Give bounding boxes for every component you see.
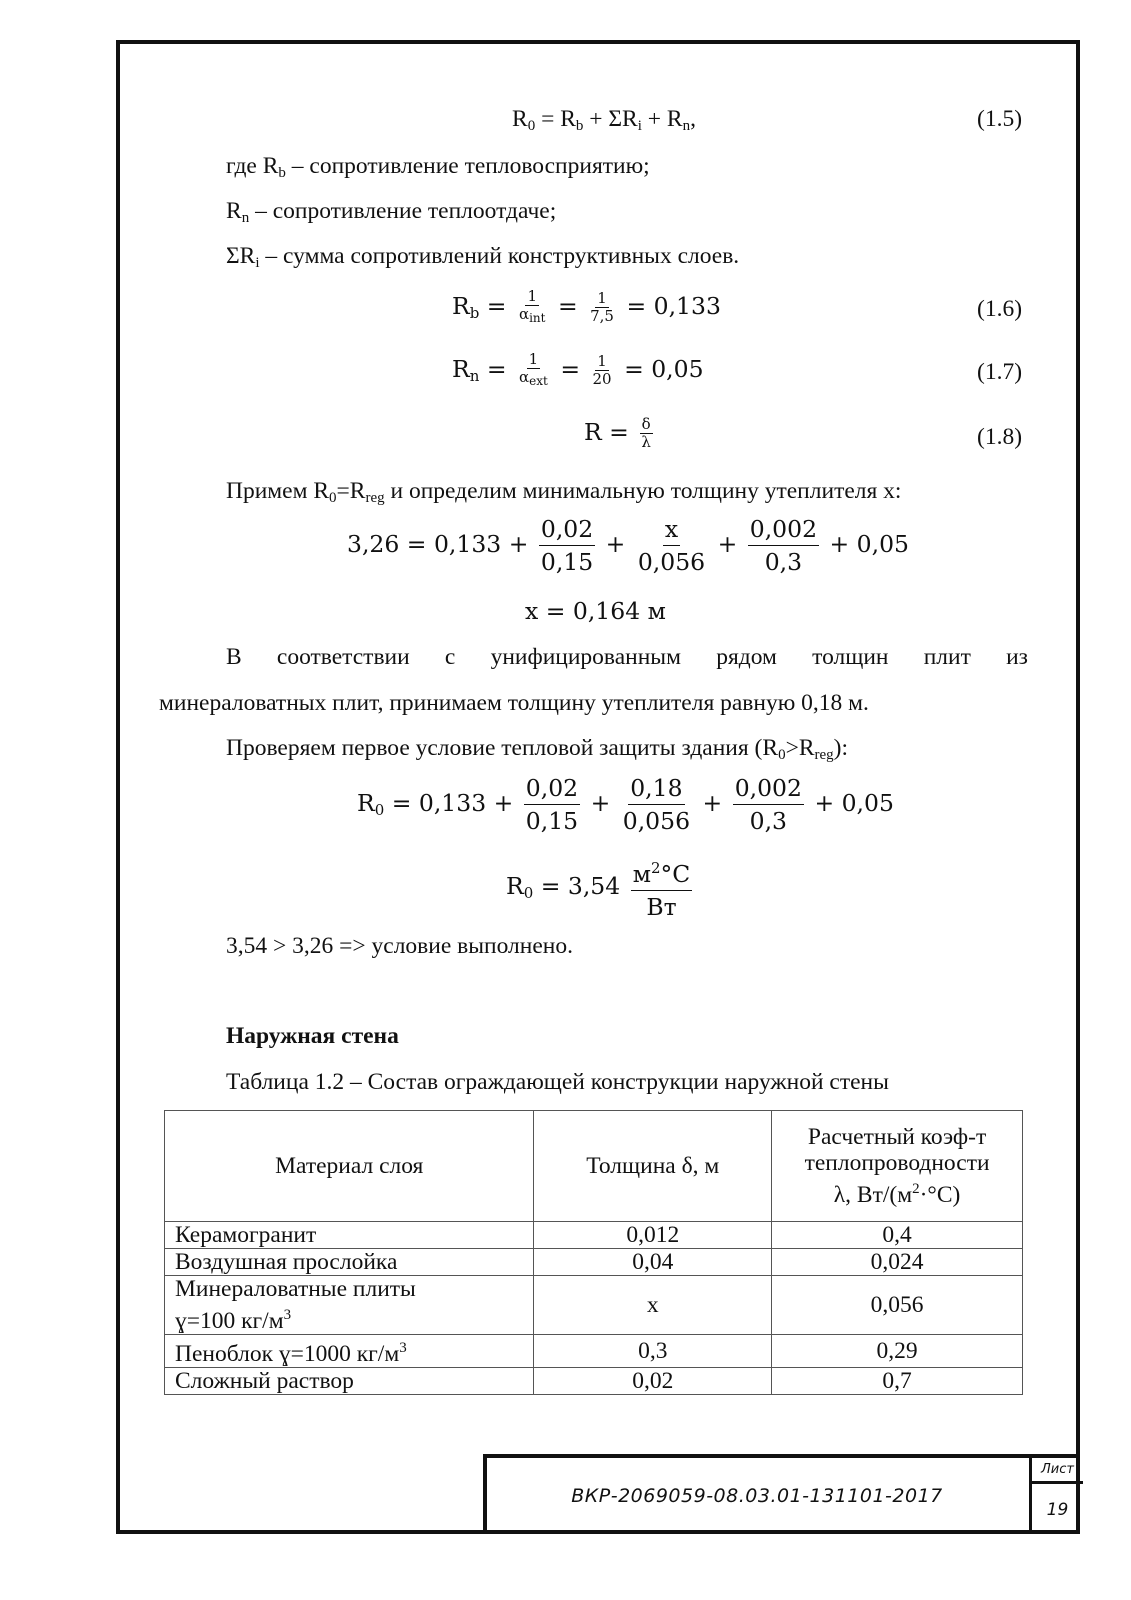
numerator: 0,18: [628, 772, 684, 805]
formula-1-6: [452, 288, 721, 327]
text: =R: [336, 478, 366, 504]
cell-conductivity: 0,4: [772, 1222, 1023, 1249]
fraction: [631, 852, 693, 923]
denominator: 0,3: [764, 548, 803, 576]
subscript: b: [469, 304, 480, 322]
word: В: [226, 644, 242, 670]
formula-text: °C: [660, 859, 691, 888]
formula-text: =: [552, 355, 588, 383]
denominator: 0,15: [540, 548, 594, 576]
subscript: n: [241, 210, 250, 226]
check-line: [226, 734, 848, 769]
cell-thickness: x: [534, 1276, 772, 1335]
numerator: δ: [641, 415, 651, 433]
numerator: 1: [597, 289, 607, 307]
numerator: 1: [528, 350, 539, 368]
header-thickness: Толщина δ, м: [534, 1111, 772, 1222]
subscript: ext: [529, 374, 548, 388]
cell-material: Сложный раствор: [165, 1367, 534, 1394]
cell-conductivity: 0,024: [772, 1249, 1023, 1276]
numerator: 0,02: [539, 513, 595, 546]
formula-text: = 0,05: [616, 355, 704, 383]
header-conductivity: [772, 1111, 1023, 1222]
denominator: 0,056: [637, 548, 706, 576]
fraction: [517, 351, 550, 390]
subscript: 0: [374, 801, 385, 819]
denominator: 0,15: [525, 807, 579, 835]
cell-thickness: 0,012: [534, 1222, 772, 1249]
word: из: [1006, 644, 1028, 670]
sheet-box: [1029, 1458, 1083, 1534]
cell-material: Керамогранит: [165, 1222, 534, 1249]
text: Примем R: [226, 478, 330, 504]
formula-text: + R: [641, 106, 683, 132]
fraction: [636, 513, 707, 578]
subscript: 0: [527, 118, 536, 134]
text: ):: [833, 735, 849, 761]
word: плит: [923, 644, 971, 670]
formula-text: +: [583, 789, 618, 817]
table-header-row: [165, 1111, 1023, 1222]
subscript: i: [637, 118, 642, 134]
title-block: [483, 1454, 1080, 1534]
cell-thickness: 0,04: [534, 1249, 772, 1276]
table-row: [165, 1334, 1023, 1367]
subscript: n: [682, 118, 691, 134]
header-material: Материал слоя: [165, 1111, 534, 1222]
definition-ri: [226, 242, 739, 277]
formula-text: R: [357, 789, 375, 817]
formula-text: R =: [584, 418, 637, 446]
formula-text: α: [518, 305, 530, 323]
formula-text: м: [632, 859, 651, 888]
fraction: [517, 288, 548, 327]
cell-text: Минераловатные плиты: [175, 1276, 416, 1302]
cell-material: [165, 1276, 534, 1335]
formula-text: = 0,133 +: [384, 789, 521, 817]
table-row: [165, 1367, 1023, 1394]
subscript: 0: [523, 883, 534, 902]
numerator: 0,02: [524, 772, 580, 805]
formula-text: = 0,133: [618, 292, 721, 320]
formula-text: +: [695, 789, 730, 817]
denominator: Вт: [646, 892, 677, 921]
subscript: 0: [329, 490, 337, 506]
equation-number: (1.7): [977, 359, 1023, 385]
numerator: 1: [597, 352, 607, 370]
fraction: [588, 290, 616, 325]
fraction: [748, 513, 819, 578]
formula-1-8: [584, 416, 656, 451]
formula-text: R: [512, 106, 528, 132]
materials-table: [164, 1110, 1023, 1395]
formula-text: +: [598, 530, 633, 558]
text: Проверяем первое условие тепловой защиты здания (R: [226, 735, 779, 761]
numerator: 0,002: [748, 513, 819, 546]
formula-text: + 0,05: [822, 530, 910, 558]
word: с: [444, 644, 456, 670]
text: >R: [785, 735, 815, 761]
cell-conductivity: 0,056: [772, 1276, 1023, 1335]
formula-text: =: [550, 292, 586, 320]
definition-rb: [226, 152, 650, 187]
formula-text: = R: [535, 106, 576, 132]
sheet-number: 19: [1046, 1500, 1069, 1520]
formula-text: = 3,54: [533, 871, 628, 900]
formula-text: 3,26 = 0,133 +: [347, 530, 536, 558]
word: толщин: [812, 644, 889, 670]
formula-text: =: [479, 292, 514, 320]
accept-line: [226, 477, 901, 512]
formula-text: α: [519, 368, 530, 386]
denominator: 20: [592, 370, 612, 388]
fraction: [621, 772, 692, 837]
text: – сумма сопротивлений конструктивных слоев.: [259, 243, 740, 269]
cell-thickness: 0,3: [534, 1334, 772, 1367]
formula-text: R: [452, 355, 470, 383]
calculation-equation: [347, 513, 909, 578]
header-text: λ, Вт/(м: [833, 1181, 913, 1208]
numerator: x: [663, 513, 680, 546]
sheet-label: Лист: [1032, 1458, 1083, 1484]
superscript: 3: [399, 1339, 407, 1356]
fraction: [591, 353, 614, 388]
header-text: Расчетный коэф-т: [807, 1124, 987, 1151]
header-text: ·°С): [919, 1181, 961, 1208]
paragraph-line: [226, 644, 1028, 671]
cell-material: [165, 1334, 534, 1367]
denominator: 0,056: [622, 807, 691, 835]
formula-text: R: [506, 871, 524, 900]
formula-text: R: [452, 292, 470, 320]
calculation-result: [506, 852, 695, 923]
equation-number: (1.6): [977, 296, 1023, 322]
table-row: [165, 1222, 1023, 1249]
equation-number: (1.8): [977, 424, 1023, 450]
paragraph-line: минераловатных плит, принимаем толщину утеплителя равную 0,18 м.: [159, 690, 869, 716]
numerator: 0,002: [733, 772, 804, 805]
subscript: b: [278, 165, 286, 181]
numerator: 1: [527, 287, 537, 305]
word: соответствии: [276, 644, 410, 670]
formula-1-7: [452, 351, 704, 390]
fraction: [524, 772, 580, 837]
denominator: [517, 306, 548, 327]
subscript: reg: [365, 490, 385, 506]
header-text: теплопроводности: [804, 1150, 990, 1177]
subscript: 0: [778, 747, 786, 763]
text: где R: [226, 153, 279, 179]
cell-conductivity: 0,7: [772, 1367, 1023, 1394]
cell-text: Пеноблок ɣ=1000 кг/м: [175, 1340, 400, 1367]
definition-rn: [226, 197, 556, 232]
denominator: 7,5: [590, 307, 614, 325]
formula-text: +: [710, 530, 745, 558]
table-row: [165, 1249, 1023, 1276]
fraction: [733, 772, 804, 837]
subscript: i: [255, 255, 260, 271]
text: ΣR: [226, 243, 256, 269]
cell-material: Воздушная прослойка: [165, 1249, 534, 1276]
table-caption: Таблица 1.2 – Состав ограждающей конструкции наружной стены: [226, 1069, 889, 1095]
subscript: reg: [814, 747, 834, 763]
denominator: 0,3: [749, 807, 788, 835]
denominator: [517, 369, 550, 390]
word: унифицированным: [490, 644, 681, 670]
fraction: [639, 416, 653, 451]
subscript: int: [529, 311, 546, 325]
cell-thickness: 0,02: [534, 1367, 772, 1394]
calculation-equation: [357, 772, 894, 837]
cell-conductivity: 0,29: [772, 1334, 1023, 1367]
superscript: 2: [912, 1181, 920, 1198]
equation-number: (1.5): [977, 106, 1023, 132]
table-row: [165, 1276, 1023, 1335]
word: рядом: [716, 644, 777, 670]
formula-text: ,: [690, 106, 696, 132]
conclusion: 3,54 > 3,26 => условие выполнено.: [226, 933, 573, 959]
superscript: 2: [650, 859, 661, 877]
subscript: b: [575, 118, 584, 134]
numerator: [631, 852, 693, 891]
formula-text: + 0,05: [806, 789, 894, 817]
text: – сопротивление тепловосприятию;: [285, 153, 650, 179]
cell-text: ɣ=100 кг/м: [175, 1307, 284, 1334]
text: и определим минимальную толщину утеплителя x:: [384, 478, 902, 504]
section-heading: Наружная стена: [226, 1023, 399, 1049]
denominator: λ: [641, 433, 651, 451]
subscript: n: [469, 367, 480, 385]
formula-text: =: [479, 355, 515, 383]
text: – сопротивление теплоотдаче;: [249, 198, 557, 224]
document-code: ВКР-2069059-08.03.01-131101-2017: [571, 1485, 943, 1507]
superscript: 3: [283, 1307, 292, 1323]
formula-1-5: [512, 106, 696, 135]
calculation-result: x = 0,164 м: [525, 597, 666, 625]
text: R: [226, 198, 242, 224]
fraction: [539, 513, 595, 578]
formula-text: + ΣR: [583, 106, 638, 132]
